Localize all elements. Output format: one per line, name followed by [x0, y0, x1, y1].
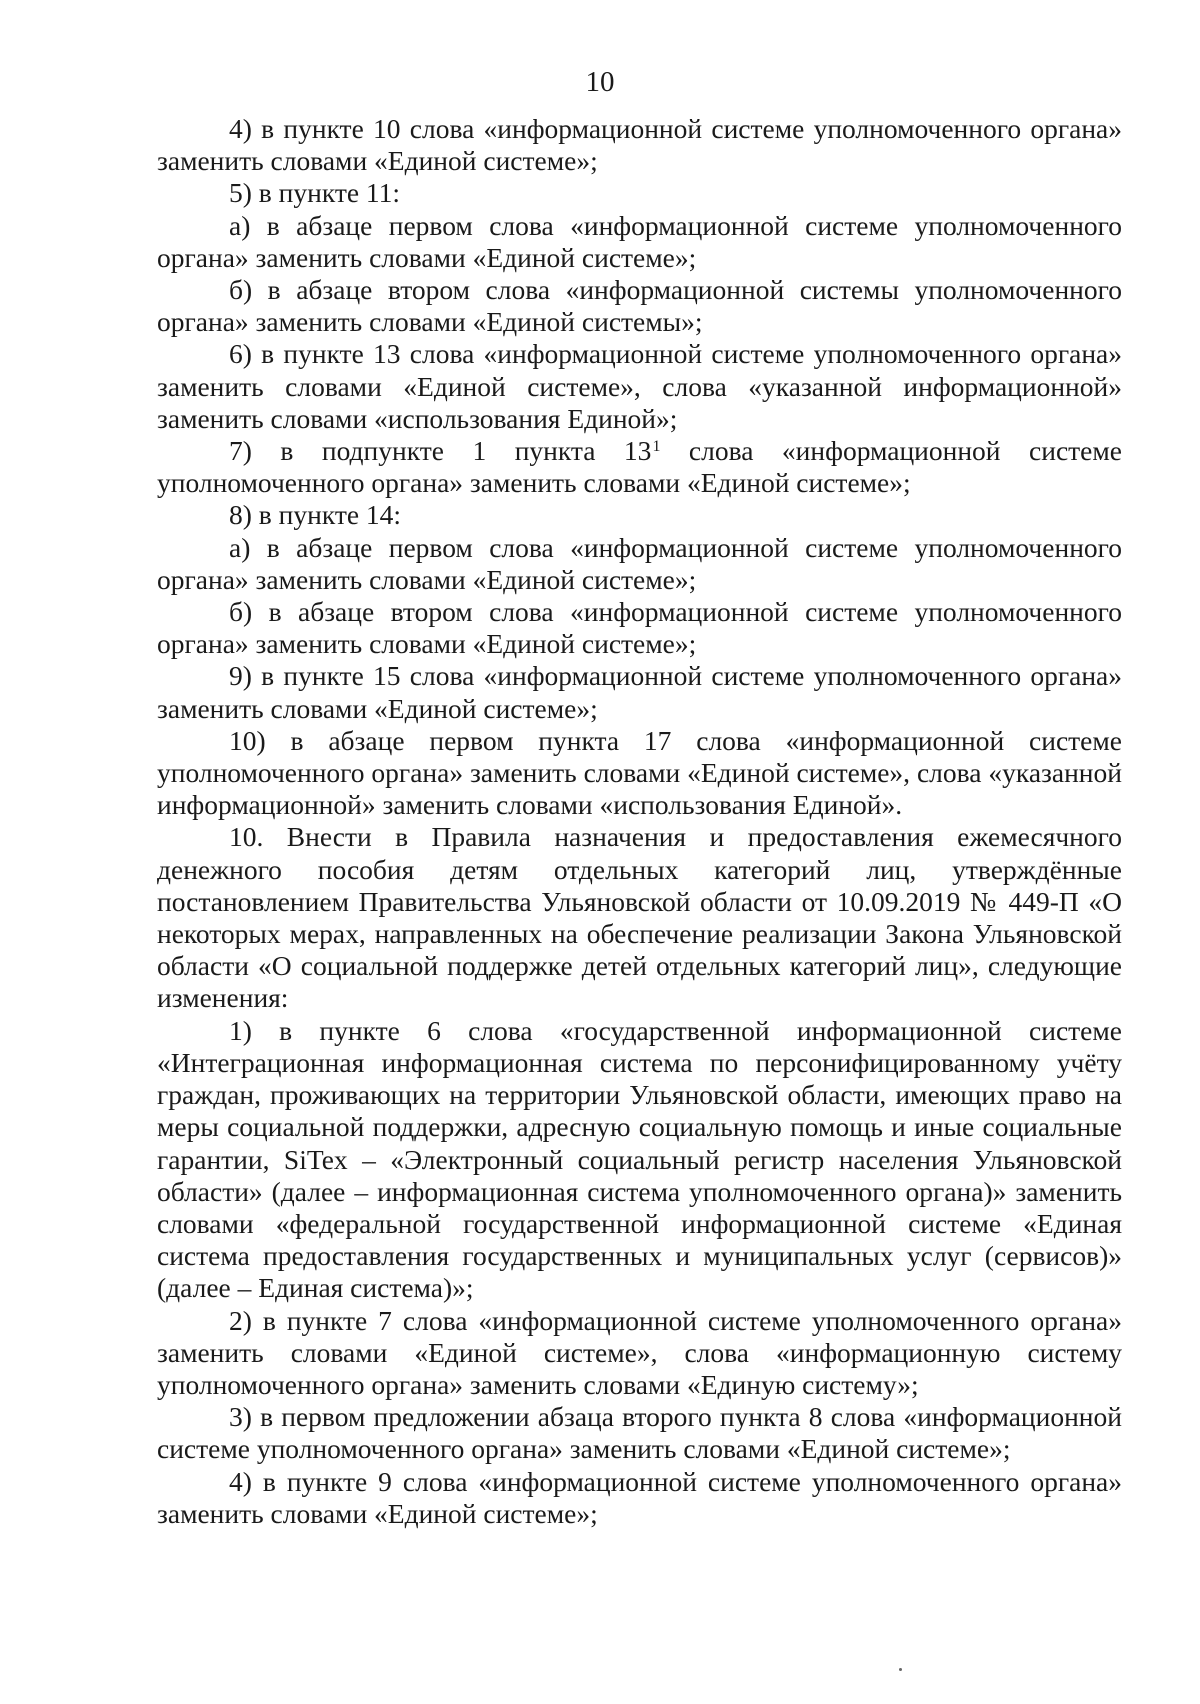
paragraph: 5) в пункте 11:	[229, 177, 401, 209]
paragraph: 4) в пункте 10 слова «информационной системе уполномоченного органа» заменить словами «Единой системе»;	[157, 113, 1122, 177]
item-7-text-end: слова «информационной системе уполномоченного органа» заменить словами «Единой системе»;	[157, 435, 1122, 499]
document-body	[157, 113, 1122, 1530]
paragraph: 1) в пункте 6 слова «государственной информационной системе «Интеграционная информационная система по персонифицированному учёту граждан, проживающих на территории Ульяновской области, имеющих право на меры социальной поддержки, адресную социальную помощь и иные социальные гарантии, SiTex – «Электронный социальный регистр населения Ульяновской области» (далее – информационная система уполномоченного органа)» заменить словами «федеральной государственной информационной системе «Единая система предоставления государственных и муниципальных услуг (сервисов)» (далее – Единая система)»;	[157, 1014, 1122, 1304]
paragraph: 4) в пункте 9 слова «информационной системе уполномоченного органа» заменить словами «Единой системе»;	[157, 1465, 1122, 1529]
paragraph: 6) в пункте 13 слова «информационной системе уполномоченного органа» заменить словами «Единой системе», слова «указанной информационной» заменить словами «использования Единой»;	[157, 338, 1122, 434]
paragraph: 10) в абзаце первом пункта 17 слова «информационной системе уполномоченного органа» заменить словами «Единой системе», слова «указанной информационной» заменить словами «использования Единой».	[157, 724, 1122, 821]
paragraph: а) в абзаце первом слова «информационной системе уполномоченного органа» заменить словами «Единой системе»;	[157, 531, 1122, 595]
page-number: 10	[585, 66, 615, 98]
paragraph: б) в абзаце втором слова «информационной системы уполномоченного органа» заменить словами «Единой системы»;	[157, 274, 1122, 338]
superscript: 1	[652, 438, 661, 456]
paragraph: 9) в пункте 15 слова «информационной системе уполномоченного органа» заменить словами «Единой системе»;	[157, 660, 1122, 724]
paragraph: б) в абзаце втором слова «информационной системе уполномоченного органа» заменить словами «Единой системе»;	[157, 596, 1122, 660]
paragraph: 2) в пункте 7 слова «информационной системе уполномоченного органа» заменить словами «Единой системе», слова «информационную систему уполномоченного органа» заменить словами «Единую систему»;	[157, 1304, 1122, 1400]
scan-speck	[899, 1668, 902, 1671]
paragraph: 3) в первом предложении абзаца второго пункта 8 слова «информационной системе уполномоченного органа» заменить словами «Единой системе»;	[157, 1401, 1122, 1465]
paragraph: 10. Внести в Правила назначения и предоставления ежемесячного денежного пособия детям отдельных категорий лиц, утверждённые постановлением Правительства Ульяновской области от 10.09.2019 № 449-П «О некоторых мерах, направленных на обеспечение реализации Закона Ульяновской области «О социальной поддержке детей отдельных категорий лиц», следующие изменения:	[157, 821, 1122, 1014]
item-7-text-start: 7) в подпункте 1 пункта 13	[229, 435, 652, 467]
paragraph: 8) в пункте 14:	[229, 499, 402, 531]
paragraph: а) в абзаце первом слова «информационной системе уполномоченного органа» заменить словами «Единой системе»;	[157, 209, 1122, 273]
paragraph-item-7	[157, 435, 1122, 499]
